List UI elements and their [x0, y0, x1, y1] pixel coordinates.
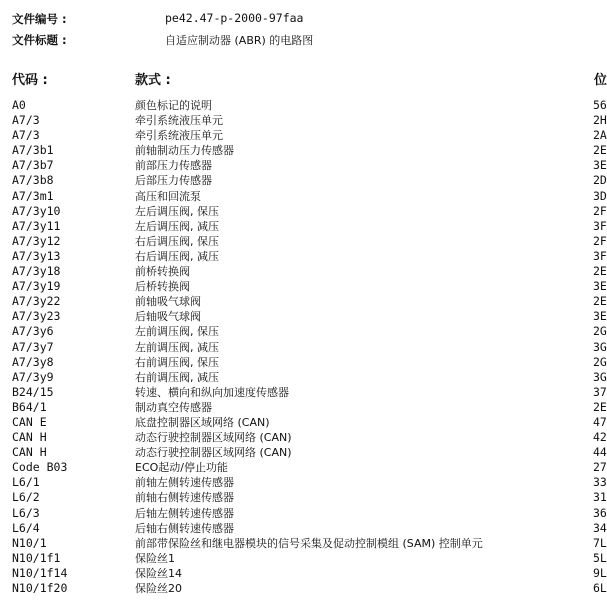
component-position: 2F: [593, 203, 607, 218]
component-position: 44: [593, 445, 607, 460]
component-position: 3E: [593, 279, 607, 294]
code-column-header: 代码 :: [12, 73, 48, 88]
component-description: 动态行驶控制器区域网络 (CAN): [135, 431, 292, 445]
table-row: [0, 233, 607, 249]
component-position: 3D: [593, 188, 607, 203]
table-row: [0, 581, 607, 596]
component-description: 转速、横向和纵向加速度传感器: [135, 385, 289, 399]
component-description: 前轴吸气球阀: [135, 295, 201, 309]
component-description: 底盘控制器区域网络 (CAN): [135, 415, 270, 429]
component-position: 56: [593, 98, 607, 112]
component-position: 2D: [593, 173, 607, 188]
component-description: 前轴右侧转速传感器: [135, 491, 234, 505]
component-code: A7/3y7: [12, 339, 54, 354]
component-description: 后部压力传感器: [135, 174, 212, 188]
component-code: L6/2: [12, 490, 40, 505]
component-code: A7/3b1: [12, 143, 54, 158]
component-description: 前轴左侧转速传感器: [135, 476, 234, 490]
component-description: 右后调压阀, 保压: [135, 234, 219, 248]
component-position: 5L: [593, 550, 607, 565]
component-code: L6/4: [12, 520, 40, 535]
component-description: 右前调压阀, 减压: [135, 370, 219, 384]
component-code: A7/3: [12, 113, 40, 128]
table-row: [0, 565, 607, 581]
component-description: 牵引系统液压单元: [135, 114, 223, 128]
component-position: 6L: [593, 581, 607, 595]
component-table: [0, 98, 607, 596]
component-code: A7/3m1: [12, 188, 54, 203]
component-code: A7/3y9: [12, 369, 54, 384]
table-row: [0, 128, 607, 143]
component-description: 右后调压阀, 减压: [135, 249, 219, 263]
component-description: 保险丝20: [135, 582, 182, 595]
component-description: 保险丝1: [135, 551, 175, 565]
component-code: A7/3y6: [12, 324, 54, 339]
table-row: [0, 143, 607, 158]
table-row: [0, 354, 607, 370]
component-description: 左后调压阀, 保压: [135, 204, 219, 218]
component-description: 制动真空传感器: [135, 400, 212, 414]
component-code: A7/3: [12, 128, 40, 143]
component-code: L6/1: [12, 475, 40, 490]
component-code: A7/3y12: [12, 233, 61, 248]
table-row: [0, 158, 607, 173]
component-description: 后轴吸气球阀: [135, 310, 201, 324]
component-description: 前部压力传感器: [135, 159, 212, 173]
file-title-label: 文件标题 :: [12, 33, 67, 47]
table-row: [0, 445, 607, 460]
component-code: N10/1f20: [12, 581, 68, 595]
table-row: [0, 430, 607, 445]
component-position: 36: [593, 505, 607, 520]
component-code: N10/1: [12, 535, 47, 550]
table-row: [0, 460, 607, 475]
component-position: 2E: [593, 399, 607, 414]
table-row: [0, 384, 607, 400]
component-description: 前轴制动压力传感器: [135, 144, 234, 158]
component-position: 33: [593, 475, 607, 490]
component-code: A7/3y22: [12, 294, 61, 309]
file-number-value: pe42.47-p-2000-97faa: [165, 11, 304, 25]
component-code: CAN H: [12, 430, 47, 445]
component-position: 3F: [593, 248, 607, 263]
component-position: 37: [593, 384, 607, 399]
component-position: 2G: [593, 324, 607, 339]
component-position: 7L: [593, 535, 607, 550]
component-code: N10/1f14: [12, 565, 68, 580]
component-description: 后轴左侧转速传感器: [135, 506, 234, 520]
file-title-value: 自适应制动器 (ABR) 的电路图: [165, 34, 314, 47]
component-description: 颜色标记的说明: [135, 99, 212, 112]
component-code: A0: [12, 98, 26, 112]
component-code: B24/15: [12, 384, 54, 399]
component-code: CAN E: [12, 414, 47, 429]
component-description: 高压和回流泵: [135, 189, 201, 203]
component-code: A7/3y19: [12, 279, 61, 294]
component-description: 左前调压阀, 减压: [135, 340, 219, 354]
table-row: [0, 475, 607, 490]
component-code: L6/3: [12, 505, 40, 520]
table-row: [0, 309, 607, 324]
component-code: A7/3b8: [12, 173, 54, 188]
component-description: 左后调压阀, 减压: [135, 219, 219, 233]
table-row: [0, 264, 607, 279]
table-row: [0, 339, 607, 355]
component-code: A7/3y11: [12, 218, 61, 233]
table-row: [0, 505, 607, 521]
component-code: A7/3y10: [12, 203, 61, 218]
component-description: 后桥转换阀: [135, 280, 190, 294]
table-row: [0, 550, 607, 566]
component-code: A7/3y23: [12, 309, 61, 324]
table-row: [0, 369, 607, 385]
component-code: A7/3b7: [12, 158, 54, 173]
component-position: 34: [593, 520, 607, 535]
position-column-header: 位: [594, 73, 607, 88]
table-row: [0, 279, 607, 294]
component-position: 9L: [593, 565, 607, 580]
table-row: [0, 399, 607, 415]
component-code: B64/1: [12, 399, 47, 414]
component-description: 右前调压阀, 保压: [135, 355, 219, 369]
table-row: [0, 324, 607, 339]
component-position: 31: [593, 490, 607, 505]
component-description: 后轴右侧转速传感器: [135, 521, 234, 535]
component-code: Code B03: [12, 460, 68, 475]
component-position: 27: [593, 460, 607, 475]
component-position: 3G: [593, 369, 607, 384]
file-number-label: 文件编号 :: [12, 12, 67, 26]
table-row: [0, 218, 607, 234]
component-description: 动态行驶控制器区域网络 (CAN): [135, 446, 292, 460]
component-description: 牵引系统液压单元: [135, 129, 223, 143]
component-position: 2H: [593, 113, 607, 128]
table-row: [0, 173, 607, 188]
component-code: A7/3y13: [12, 248, 61, 263]
component-position: 3G: [593, 339, 607, 354]
component-position: 2E: [593, 264, 607, 279]
component-description: ECO起动/停止功能: [135, 461, 228, 475]
table-row: [0, 520, 607, 536]
component-description: 前部带保险丝和继电器模块的信号采集及促动控制模组 (SAM) 控制单元: [135, 536, 483, 550]
table-row: [0, 113, 607, 128]
table-row: [0, 490, 607, 505]
component-position: 2G: [593, 354, 607, 369]
component-description: 保险丝14: [135, 566, 182, 580]
table-row: [0, 414, 607, 430]
table-row: [0, 294, 607, 309]
style-column-header: 款式 :: [135, 73, 171, 88]
table-row: [0, 535, 607, 551]
component-position: 47: [593, 414, 607, 429]
component-description: 左前调压阀, 保压: [135, 325, 219, 339]
component-position: 2A: [593, 128, 607, 143]
component-position: 2E: [593, 294, 607, 309]
component-position: 42: [593, 430, 607, 445]
component-description: 前桥转换阀: [135, 265, 190, 279]
component-position: 3F: [593, 218, 607, 233]
table-row: [0, 203, 607, 219]
component-position: 2F: [593, 233, 607, 248]
table-row: [0, 98, 607, 113]
component-code: A7/3y18: [12, 264, 61, 279]
component-code: CAN H: [12, 445, 47, 460]
component-position: 2E: [593, 143, 607, 158]
component-position: 3E: [593, 158, 607, 173]
component-code: N10/1f1: [12, 550, 61, 565]
table-row: [0, 248, 607, 264]
table-row: [0, 188, 607, 204]
component-code: A7/3y8: [12, 354, 54, 369]
component-position: 3E: [593, 309, 607, 324]
